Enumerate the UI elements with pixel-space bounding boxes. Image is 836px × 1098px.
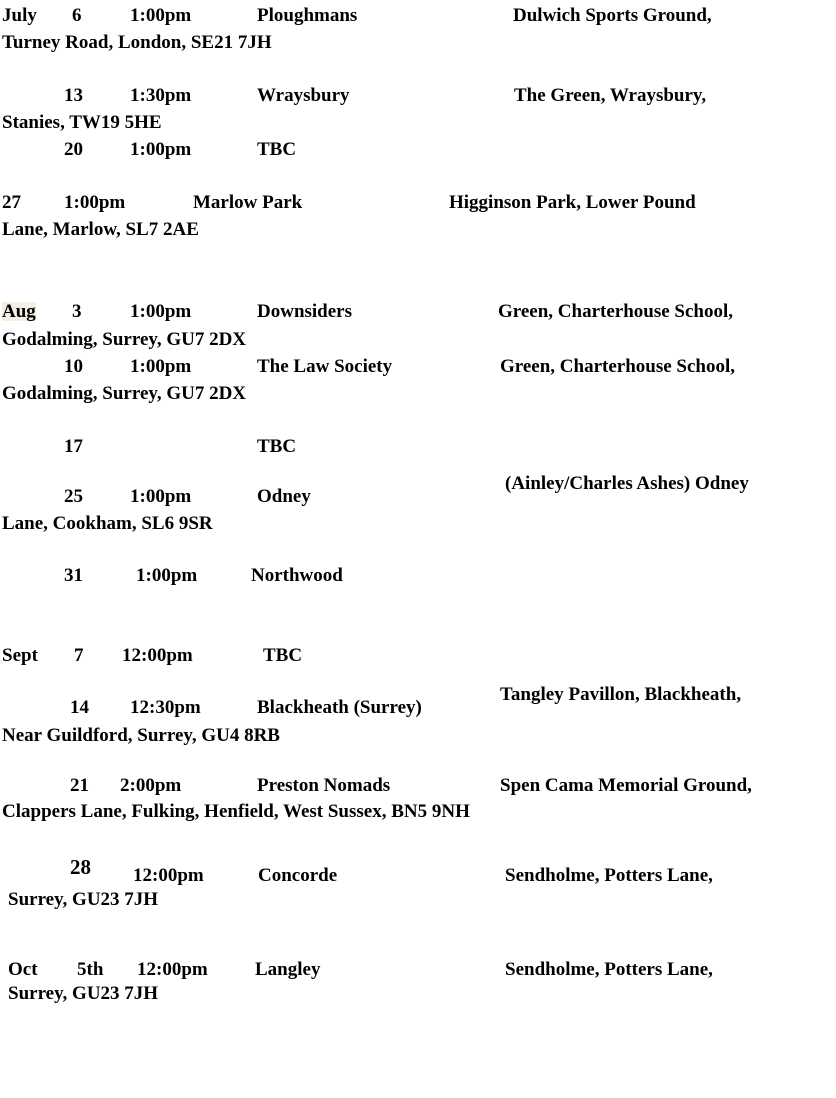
- fixture-opponent: Preston Nomads: [257, 775, 391, 796]
- fixture-opponent: TBC: [263, 645, 303, 666]
- fixture-time: 12:30pm: [130, 697, 201, 718]
- fixture-day: 21: [70, 775, 89, 796]
- fixture-day: 14: [70, 697, 89, 718]
- fixture-venue-continued: Turney Road, London, SE21 7JH: [2, 32, 272, 53]
- fixture-time: 1:00pm: [130, 301, 192, 322]
- fixture-venue: Dulwich Sports Ground,: [513, 5, 712, 26]
- fixture-day: 6: [72, 5, 82, 26]
- fixture-time: 1:00pm: [64, 192, 126, 213]
- fixture-venue: Tangley Pavillon, Blackheath,: [500, 684, 742, 705]
- fixture-opponent: Marlow Park: [193, 192, 303, 213]
- fixture-opponent: Blackheath (Surrey): [257, 697, 422, 718]
- fixture-venue-continued: Near Guildford, Surrey, GU4 8RB: [2, 725, 280, 746]
- fixture-opponent: TBC: [257, 139, 297, 160]
- fixture-venue-continued: Lane, Cookham, SL6 9SR: [2, 513, 213, 534]
- month-label: Aug: [2, 301, 36, 322]
- fixture-time: 12:00pm: [133, 865, 204, 886]
- fixture-venue: Higginson Park, Lower Pound: [449, 192, 696, 213]
- fixture-time: 2:00pm: [120, 775, 182, 796]
- month-label: Sept: [2, 645, 38, 666]
- fixture-time: 1:00pm: [136, 565, 198, 586]
- fixture-time: 1:30pm: [130, 85, 192, 106]
- fixture-venue-continued: Godalming, Surrey, GU7 2DX: [2, 329, 247, 350]
- fixture-time: 1:00pm: [130, 139, 192, 160]
- fixture-opponent: Ploughmans: [257, 5, 358, 26]
- fixture-venue: The Green, Wraysbury,: [514, 85, 707, 106]
- fixture-day: 31: [64, 565, 83, 586]
- fixture-day: 27: [2, 192, 21, 213]
- fixture-time: 12:00pm: [137, 959, 208, 980]
- fixture-opponent: Wraysbury: [257, 85, 350, 106]
- fixture-opponent: Northwood: [251, 565, 343, 586]
- fixture-day: 13: [64, 85, 83, 106]
- fixture-opponent: Langley: [255, 959, 321, 980]
- fixture-venue-continued: Clappers Lane, Fulking, Henfield, West Sussex, BN5 9NH: [2, 801, 470, 822]
- fixture-venue: Green, Charterhouse School,: [500, 356, 736, 377]
- fixture-venue-continued: Godalming, Surrey, GU7 2DX: [2, 383, 247, 404]
- fixture-venue-continued: Surrey, GU23 7JH: [8, 983, 159, 1004]
- fixture-day: 17: [64, 436, 83, 457]
- fixture-day: 3: [72, 301, 82, 322]
- fixture-opponent: Concorde: [258, 865, 338, 886]
- fixture-time: 1:00pm: [130, 5, 192, 26]
- fixture-day: 20: [64, 139, 83, 160]
- month-label: July: [2, 5, 37, 26]
- fixture-opponent: TBC: [257, 436, 297, 457]
- fixture-venue: (Ainley/Charles Ashes) Odney: [505, 473, 749, 494]
- fixture-opponent: Odney: [257, 486, 311, 507]
- fixture-opponent: Downsiders: [257, 301, 353, 322]
- fixture-day: 25: [64, 486, 83, 507]
- fixture-day: 5th: [77, 959, 104, 980]
- fixture-venue: Sendholme, Potters Lane,: [505, 959, 713, 980]
- fixture-time: 1:00pm: [130, 486, 192, 507]
- fixture-venue-continued: Lane, Marlow, SL7 2AE: [2, 219, 199, 240]
- fixture-venue: Spen Cama Memorial Ground,: [500, 775, 752, 796]
- fixture-time: 1:00pm: [130, 356, 192, 377]
- fixture-venue-continued: Surrey, GU23 7JH: [8, 889, 159, 910]
- fixture-venue: Green, Charterhouse School,: [498, 301, 734, 322]
- fixture-venue: Sendholme, Potters Lane,: [505, 865, 713, 886]
- fixture-venue-continued: Stanies, TW19 5HE: [2, 112, 162, 133]
- fixture-day: 7: [74, 645, 84, 666]
- fixture-day: 28: [70, 855, 91, 879]
- fixture-day: 10: [64, 356, 83, 377]
- fixture-time: 12:00pm: [122, 645, 193, 666]
- fixture-opponent: The Law Society: [257, 356, 393, 377]
- month-label: Oct: [8, 959, 38, 980]
